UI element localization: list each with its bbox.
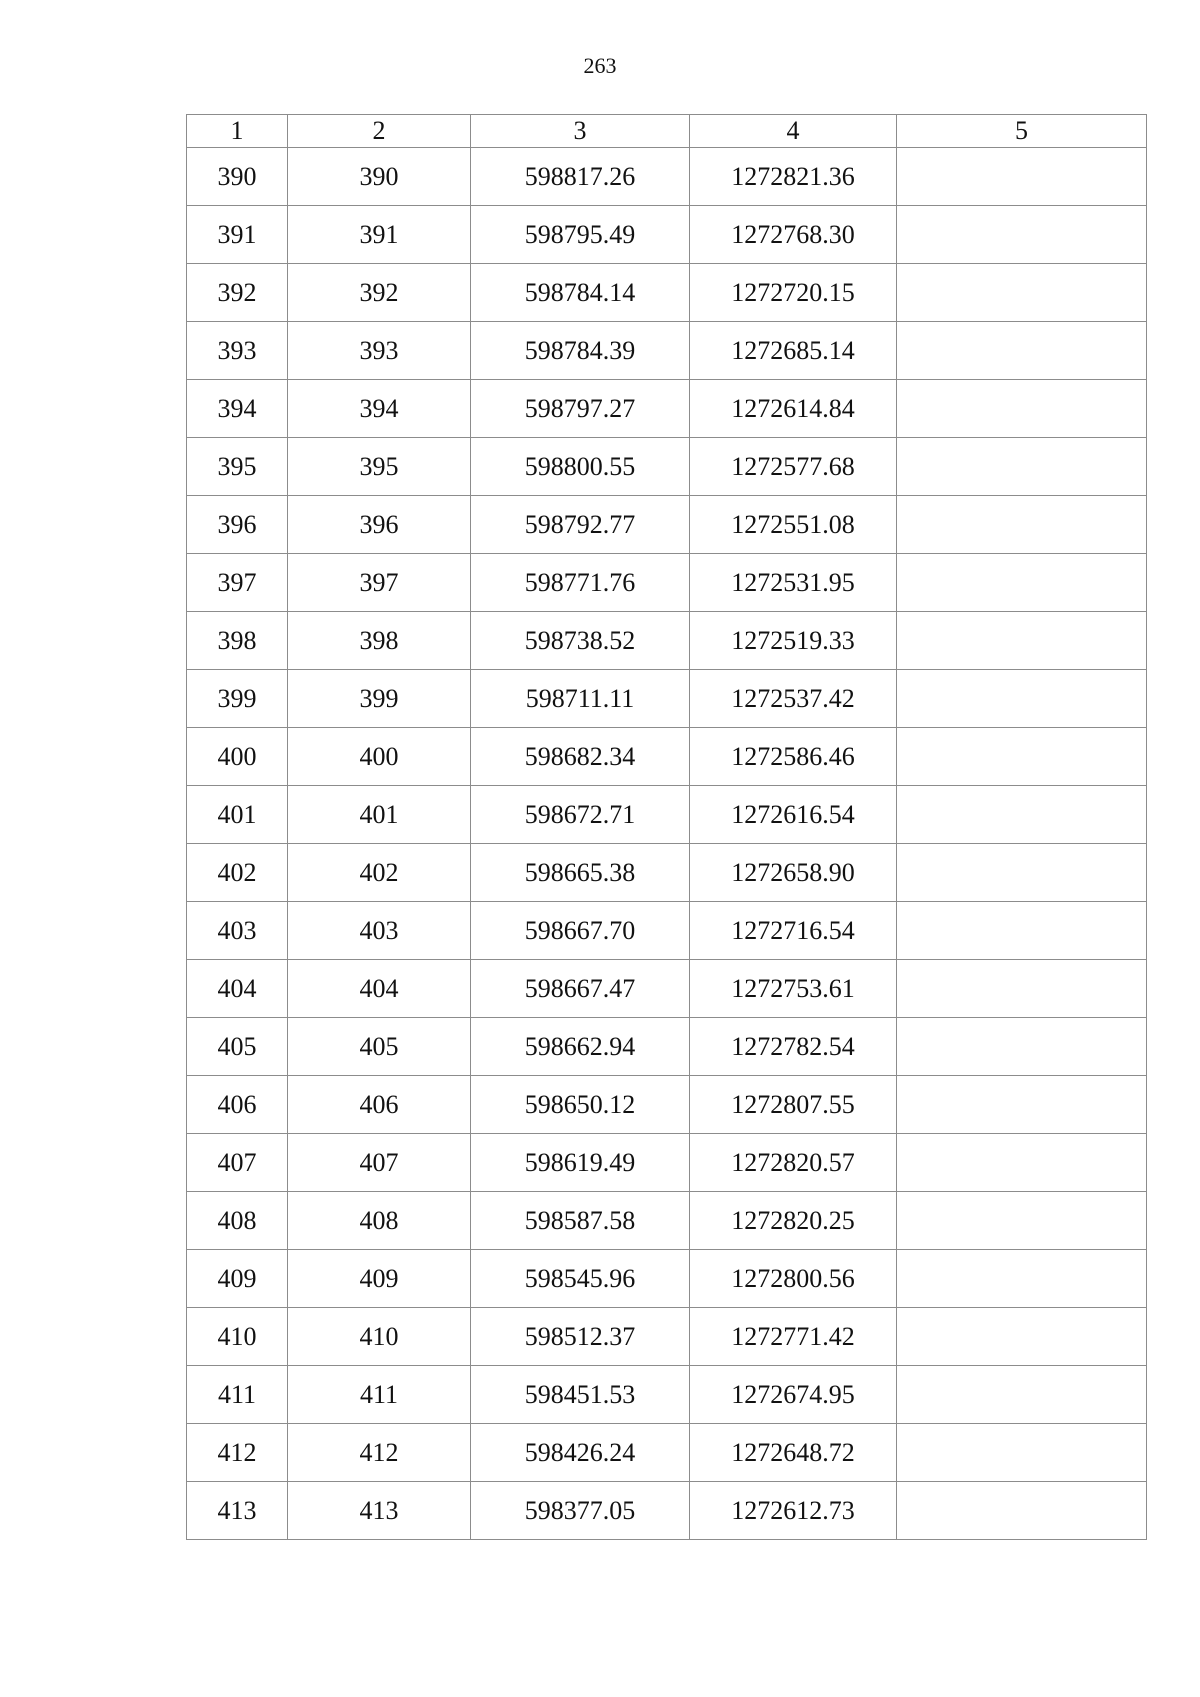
point-id-cell: 393 [288, 322, 471, 380]
x-coordinate-cell: 598377.05 [471, 1482, 690, 1540]
y-coordinate-cell: 1272519.33 [690, 612, 897, 670]
y-coordinate-cell: 1272616.54 [690, 786, 897, 844]
point-id-cell: 404 [288, 960, 471, 1018]
x-coordinate-cell: 598771.76 [471, 554, 690, 612]
x-coordinate-cell: 598667.70 [471, 902, 690, 960]
x-coordinate-cell: 598650.12 [471, 1076, 690, 1134]
note-cell [897, 844, 1147, 902]
y-coordinate-cell: 1272768.30 [690, 206, 897, 264]
point-id-cell: 413 [288, 1482, 471, 1540]
note-cell [897, 902, 1147, 960]
point-id-cell: 405 [288, 1018, 471, 1076]
point-id-cell: 402 [288, 844, 471, 902]
point-number-cell: 403 [187, 902, 288, 960]
table-row [187, 902, 1147, 960]
x-coordinate-cell: 598797.27 [471, 380, 690, 438]
point-id-cell: 391 [288, 206, 471, 264]
y-coordinate-cell: 1272800.56 [690, 1250, 897, 1308]
x-coordinate-cell: 598451.53 [471, 1366, 690, 1424]
y-coordinate-cell: 1272537.42 [690, 670, 897, 728]
point-number-cell: 397 [187, 554, 288, 612]
point-number-cell: 399 [187, 670, 288, 728]
x-coordinate-cell: 598795.49 [471, 206, 690, 264]
x-coordinate-cell: 598662.94 [471, 1018, 690, 1076]
note-cell [897, 206, 1147, 264]
point-number-cell: 392 [187, 264, 288, 322]
y-coordinate-cell: 1272648.72 [690, 1424, 897, 1482]
note-cell [897, 1018, 1147, 1076]
x-coordinate-cell: 598784.14 [471, 264, 690, 322]
y-coordinate-cell: 1272586.46 [690, 728, 897, 786]
note-cell [897, 554, 1147, 612]
y-coordinate-cell: 1272716.54 [690, 902, 897, 960]
note-cell [897, 264, 1147, 322]
point-id-cell: 400 [288, 728, 471, 786]
y-coordinate-cell: 1272821.36 [690, 148, 897, 206]
column-header-1: 1 [187, 115, 288, 148]
point-number-cell: 394 [187, 380, 288, 438]
table-row [187, 728, 1147, 786]
x-coordinate-cell: 598426.24 [471, 1424, 690, 1482]
column-header-3: 3 [471, 115, 690, 148]
y-coordinate-cell: 1272612.73 [690, 1482, 897, 1540]
note-cell [897, 670, 1147, 728]
point-id-cell: 394 [288, 380, 471, 438]
table-row [187, 1482, 1147, 1540]
note-cell [897, 438, 1147, 496]
note-cell [897, 1250, 1147, 1308]
table-row [187, 786, 1147, 844]
point-id-cell: 408 [288, 1192, 471, 1250]
table-row [187, 322, 1147, 380]
table-row [187, 1308, 1147, 1366]
y-coordinate-cell: 1272614.84 [690, 380, 897, 438]
point-number-cell: 407 [187, 1134, 288, 1192]
x-coordinate-cell: 598817.26 [471, 148, 690, 206]
x-coordinate-cell: 598792.77 [471, 496, 690, 554]
note-cell [897, 496, 1147, 554]
note-cell [897, 1424, 1147, 1482]
y-coordinate-cell: 1272685.14 [690, 322, 897, 380]
point-id-cell: 409 [288, 1250, 471, 1308]
note-cell [897, 1366, 1147, 1424]
table-body [187, 148, 1147, 1540]
point-id-cell: 401 [288, 786, 471, 844]
note-cell [897, 1482, 1147, 1540]
point-number-cell: 410 [187, 1308, 288, 1366]
point-id-cell: 411 [288, 1366, 471, 1424]
table-row [187, 670, 1147, 728]
y-coordinate-cell: 1272753.61 [690, 960, 897, 1018]
note-cell [897, 1134, 1147, 1192]
table-row [187, 554, 1147, 612]
point-id-cell: 399 [288, 670, 471, 728]
point-id-cell: 396 [288, 496, 471, 554]
table-row [187, 1424, 1147, 1482]
point-number-cell: 409 [187, 1250, 288, 1308]
note-cell [897, 1192, 1147, 1250]
y-coordinate-cell: 1272771.42 [690, 1308, 897, 1366]
note-cell [897, 612, 1147, 670]
column-header-5: 5 [897, 115, 1147, 148]
point-number-cell: 400 [187, 728, 288, 786]
table-row [187, 264, 1147, 322]
y-coordinate-cell: 1272577.68 [690, 438, 897, 496]
note-cell [897, 1076, 1147, 1134]
table-header-row [187, 115, 1147, 148]
column-header-2: 2 [288, 115, 471, 148]
table-row [187, 206, 1147, 264]
point-number-cell: 395 [187, 438, 288, 496]
point-id-cell: 390 [288, 148, 471, 206]
point-number-cell: 390 [187, 148, 288, 206]
point-number-cell: 413 [187, 1482, 288, 1540]
x-coordinate-cell: 598587.58 [471, 1192, 690, 1250]
point-id-cell: 407 [288, 1134, 471, 1192]
note-cell [897, 1308, 1147, 1366]
point-id-cell: 392 [288, 264, 471, 322]
table-row [187, 380, 1147, 438]
y-coordinate-cell: 1272807.55 [690, 1076, 897, 1134]
point-number-cell: 398 [187, 612, 288, 670]
point-number-cell: 391 [187, 206, 288, 264]
table-row [187, 1134, 1147, 1192]
coordinates-table [186, 114, 1147, 1540]
x-coordinate-cell: 598682.34 [471, 728, 690, 786]
table-row [187, 1366, 1147, 1424]
x-coordinate-cell: 598800.55 [471, 438, 690, 496]
table-row [187, 1250, 1147, 1308]
y-coordinate-cell: 1272820.57 [690, 1134, 897, 1192]
point-id-cell: 403 [288, 902, 471, 960]
y-coordinate-cell: 1272531.95 [690, 554, 897, 612]
point-id-cell: 406 [288, 1076, 471, 1134]
point-id-cell: 395 [288, 438, 471, 496]
y-coordinate-cell: 1272674.95 [690, 1366, 897, 1424]
y-coordinate-cell: 1272658.90 [690, 844, 897, 902]
note-cell [897, 786, 1147, 844]
x-coordinate-cell: 598545.96 [471, 1250, 690, 1308]
table-row [187, 1192, 1147, 1250]
x-coordinate-cell: 598711.11 [471, 670, 690, 728]
x-coordinate-cell: 598784.39 [471, 322, 690, 380]
note-cell [897, 322, 1147, 380]
note-cell [897, 380, 1147, 438]
y-coordinate-cell: 1272551.08 [690, 496, 897, 554]
table-row [187, 438, 1147, 496]
point-id-cell: 398 [288, 612, 471, 670]
table-row [187, 612, 1147, 670]
point-number-cell: 402 [187, 844, 288, 902]
table-row [187, 960, 1147, 1018]
y-coordinate-cell: 1272782.54 [690, 1018, 897, 1076]
point-number-cell: 401 [187, 786, 288, 844]
point-number-cell: 404 [187, 960, 288, 1018]
table-row [187, 1018, 1147, 1076]
y-coordinate-cell: 1272720.15 [690, 264, 897, 322]
note-cell [897, 728, 1147, 786]
point-id-cell: 397 [288, 554, 471, 612]
note-cell [897, 148, 1147, 206]
note-cell [897, 960, 1147, 1018]
column-header-4: 4 [690, 115, 897, 148]
table-row [187, 148, 1147, 206]
point-number-cell: 406 [187, 1076, 288, 1134]
table-row [187, 844, 1147, 902]
x-coordinate-cell: 598738.52 [471, 612, 690, 670]
table-row [187, 496, 1147, 554]
point-number-cell: 405 [187, 1018, 288, 1076]
point-number-cell: 393 [187, 322, 288, 380]
point-id-cell: 412 [288, 1424, 471, 1482]
x-coordinate-cell: 598672.71 [471, 786, 690, 844]
point-number-cell: 408 [187, 1192, 288, 1250]
point-number-cell: 411 [187, 1366, 288, 1424]
page-number: 263 [583, 53, 617, 78]
x-coordinate-cell: 598512.37 [471, 1308, 690, 1366]
x-coordinate-cell: 598619.49 [471, 1134, 690, 1192]
point-number-cell: 412 [187, 1424, 288, 1482]
x-coordinate-cell: 598665.38 [471, 844, 690, 902]
y-coordinate-cell: 1272820.25 [690, 1192, 897, 1250]
table-row [187, 1076, 1147, 1134]
point-id-cell: 410 [288, 1308, 471, 1366]
point-number-cell: 396 [187, 496, 288, 554]
x-coordinate-cell: 598667.47 [471, 960, 690, 1018]
